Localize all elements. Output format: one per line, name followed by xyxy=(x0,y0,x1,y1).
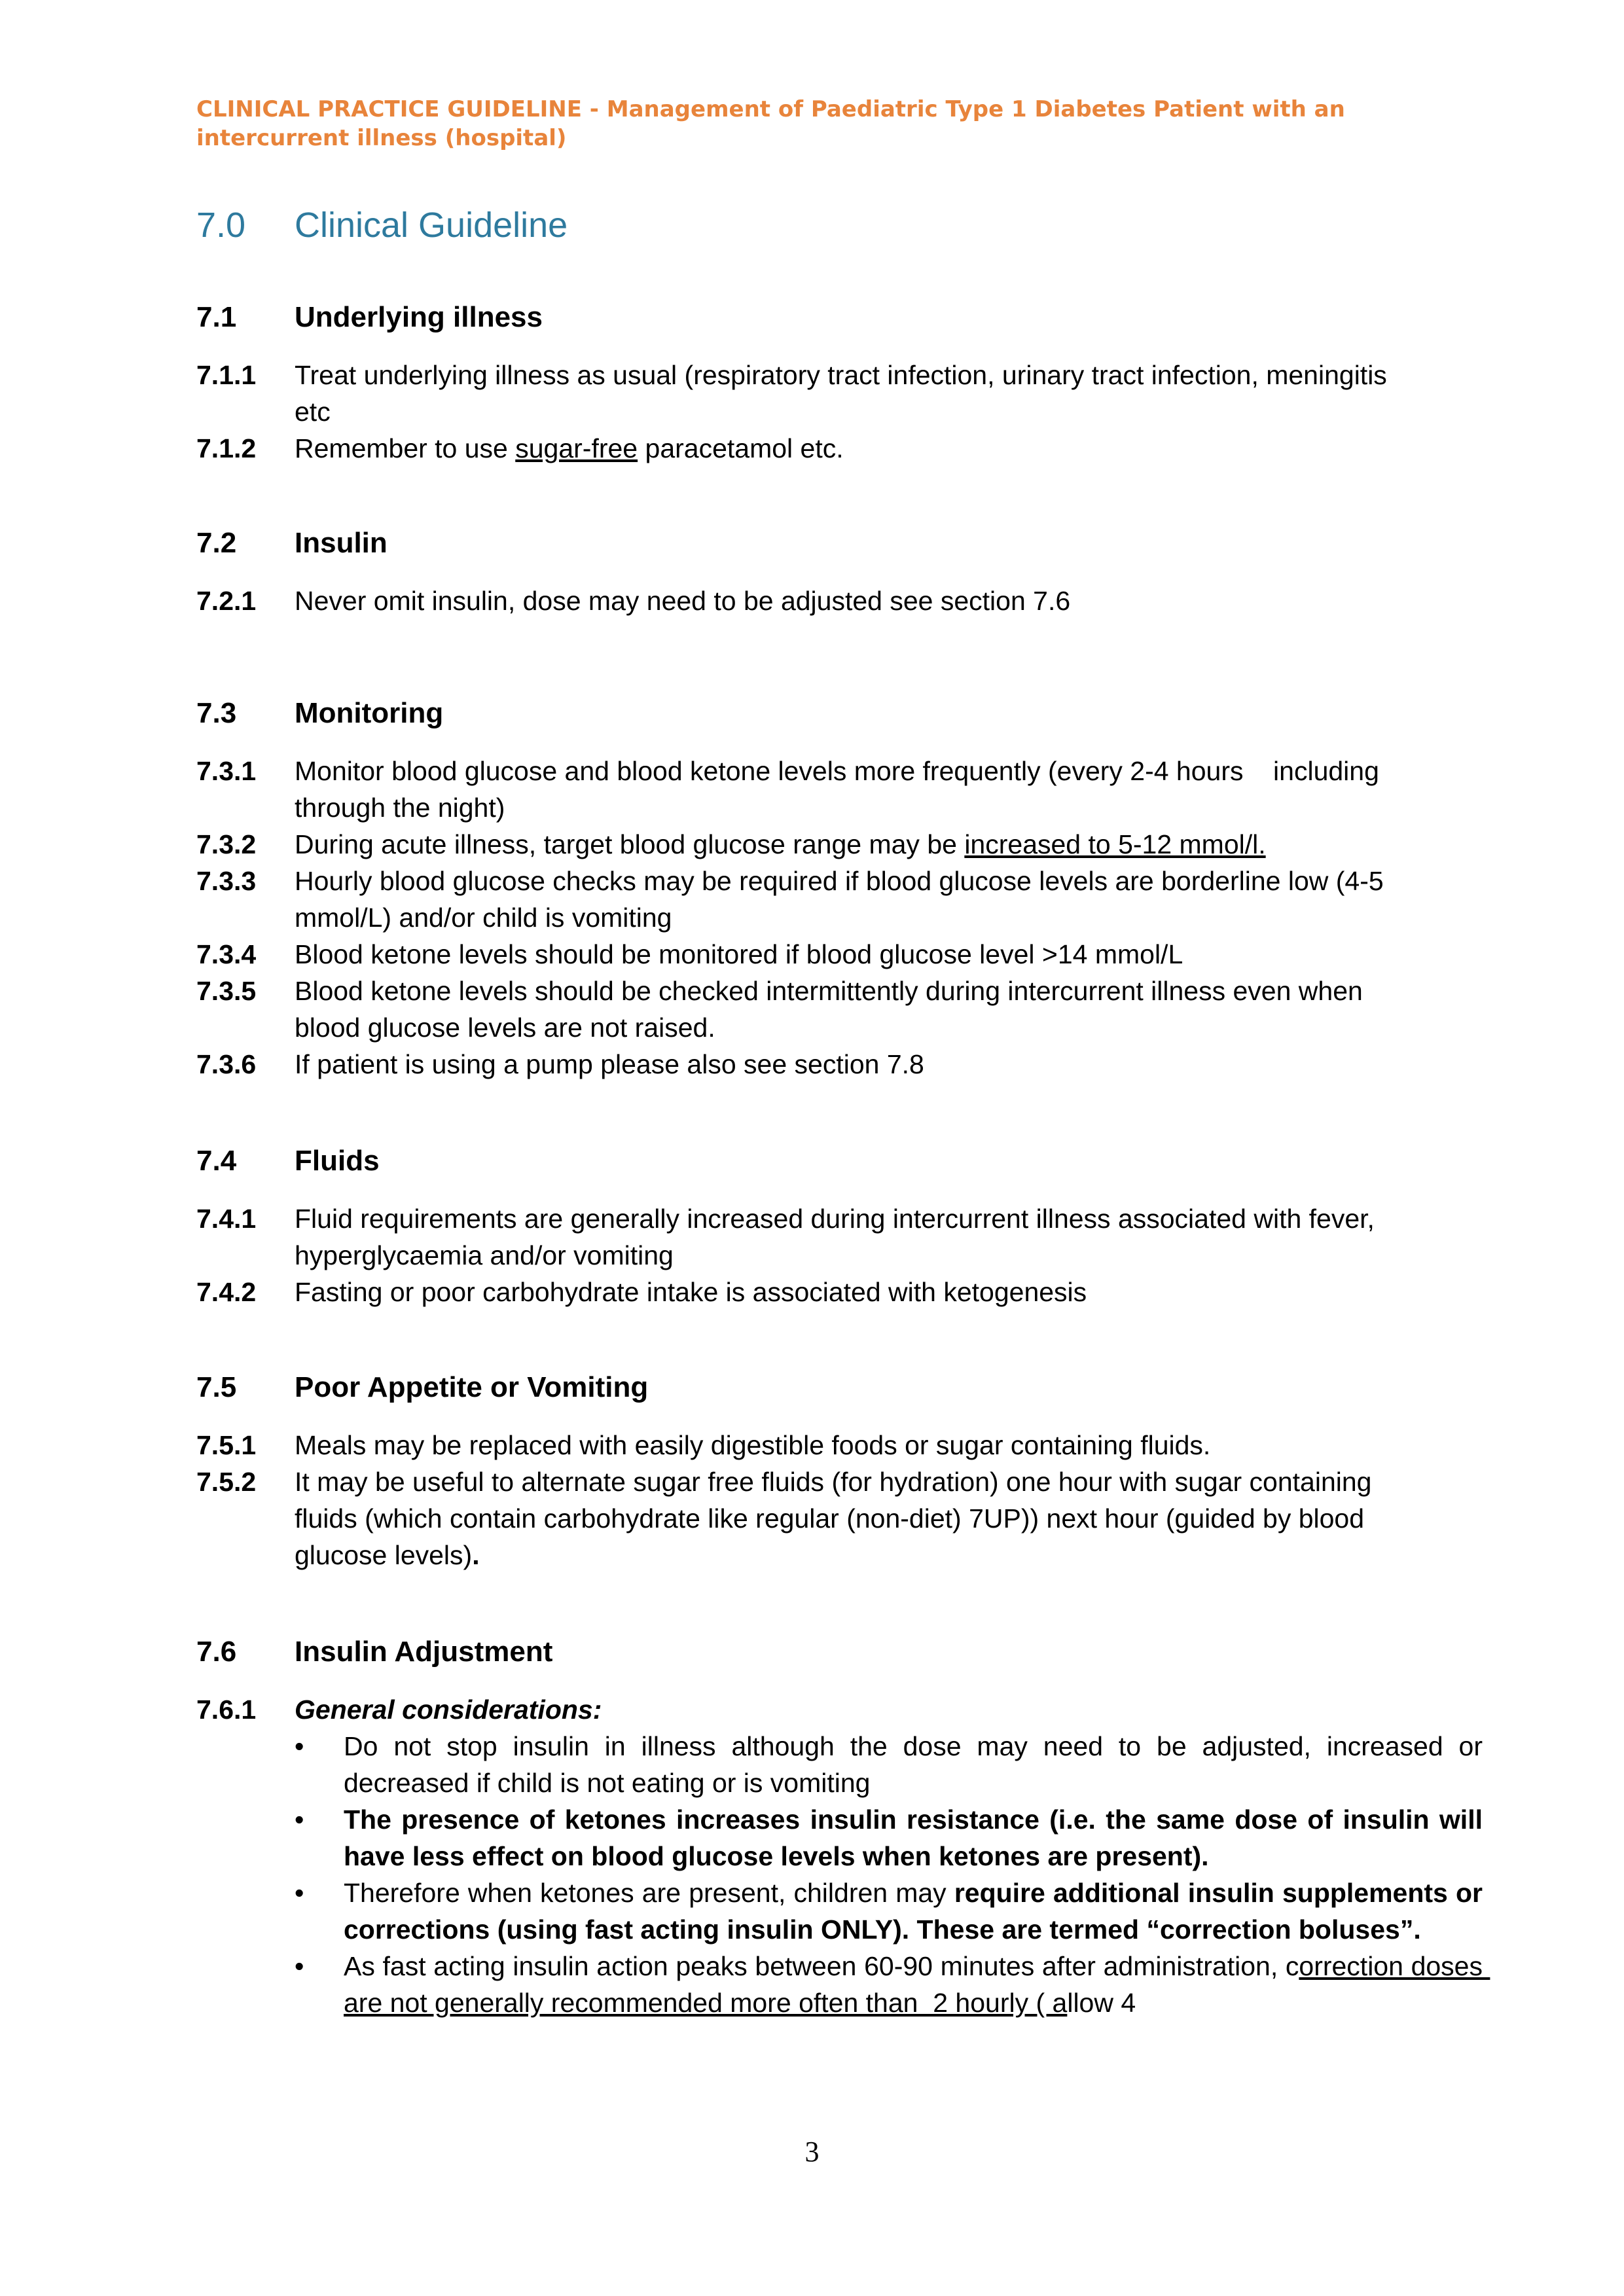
bullet-text: The presence of ketones increases insulin resistance (i.e. the same dose of insulin will have less effect on blood glucose levels when ketones are present). xyxy=(344,1804,1483,1871)
bullet-list xyxy=(196,1728,1492,2021)
section-7-3-items xyxy=(196,753,1427,1083)
document-header xyxy=(196,95,1440,152)
item-text: It may be useful to alternate sugar free fluids (for hydration) one hour with sugar containing fluids (which contain carbohydrate like regular (non-diet) 7UP)) next hour (guided by blood glucose levels) xyxy=(295,1467,1372,1570)
list-item xyxy=(196,936,1427,973)
list-item xyxy=(196,863,1427,936)
bullet-text-underlined: orrection doses are not generally recommended more often than 2 hourly ( a xyxy=(344,1951,1490,2018)
bullet-glyph: • xyxy=(295,1878,304,1908)
list-item xyxy=(196,1691,1427,1728)
item-number: 7.3.5 xyxy=(196,976,257,1006)
item-text: If patient is using a pump please also see section 7.8 xyxy=(295,1049,924,1079)
list-item xyxy=(196,430,1427,467)
header-line-1: CLINICAL PRACTICE GUIDELINE - Management of Paediatric Type 1 Diabetes Patient with an xyxy=(196,96,1345,122)
item-number: 7.5.1 xyxy=(196,1430,257,1460)
list-item xyxy=(196,973,1427,1046)
item-text-pre: Remember to use xyxy=(295,433,516,463)
item-text: Monitor blood glucose and blood ketone levels more frequently (every 2-4 hours including through the night) xyxy=(295,756,1387,823)
item-text: Never omit insulin, dose may need to be adjusted see section 7.6 xyxy=(295,586,1071,616)
list-item xyxy=(196,1463,1427,1573)
item-text-underlined: increased to 5-12 mmol/l. xyxy=(964,829,1266,859)
item-text-underlined: sugar-free xyxy=(515,433,638,463)
section-number: 7.0 xyxy=(196,206,246,245)
bullet-item xyxy=(295,1874,1483,1948)
item-number: 7.3.3 xyxy=(196,866,257,896)
bullet-glyph: • xyxy=(295,1951,304,1981)
list-item xyxy=(196,357,1427,430)
list-item xyxy=(196,1046,1427,1083)
item-text: Meals may be replaced with easily digestible foods or sugar containing fluids. xyxy=(295,1430,1211,1460)
item-text: Blood ketone levels should be checked intermittently during intercurrent illness even when blood glucose levels are not raised. xyxy=(295,976,1363,1043)
bullet-text: Do not stop insulin in illness although the dose may need to be adjusted, increased or decreased if child is not eating or is vomiting xyxy=(344,1731,1483,1798)
bullet-glyph: • xyxy=(295,1804,304,1835)
page-number: 3 xyxy=(804,2136,820,2168)
item-number: 7.6.1 xyxy=(196,1695,257,1725)
item-number: 7.2.1 xyxy=(196,586,257,616)
item-text-pre: During acute illness, target blood glucose range may be xyxy=(295,829,965,859)
section-title: Underlying illness xyxy=(295,301,543,333)
section-heading-7-1 xyxy=(196,299,1427,336)
bullet-text-pre: As fast acting insulin action peaks between 60-90 minutes after administration, c xyxy=(344,1951,1299,1981)
section-title: Poor Appetite or Vomiting xyxy=(295,1371,649,1403)
section-7-5-items xyxy=(196,1427,1427,1573)
bullet-item xyxy=(295,1728,1483,1801)
section-number: 7.5 xyxy=(196,1371,237,1403)
bullet-item xyxy=(295,1801,1483,1874)
item-number: 7.3.2 xyxy=(196,829,257,859)
item-text: Fluid requirements are generally increased during intercurrent illness associated with fever, hyperglycaemia and/or vomiting xyxy=(295,1204,1375,1270)
bullet-text-post: llow 4 xyxy=(1067,1988,1136,2018)
item-text: General considerations: xyxy=(295,1695,602,1725)
list-item xyxy=(196,1200,1427,1274)
item-text: Fasting or poor carbohydrate intake is associated with ketogenesis xyxy=(295,1277,1087,1307)
item-number: 7.3.4 xyxy=(196,939,257,969)
item-number: 7.1.2 xyxy=(196,433,257,463)
section-number: 7.6 xyxy=(196,1636,237,1668)
bullet-glyph: • xyxy=(295,1731,304,1761)
bullet-item xyxy=(295,1948,1490,2021)
list-item xyxy=(196,1274,1427,1310)
section-title: Insulin xyxy=(295,527,388,559)
item-text-post: paracetamol etc. xyxy=(638,433,844,463)
item-number: 7.3.1 xyxy=(196,756,257,786)
section-heading-7-2 xyxy=(196,525,1427,562)
item-text-end: . xyxy=(472,1540,480,1570)
section-7-1-items xyxy=(196,357,1427,467)
section-title: Clinical Guideline xyxy=(295,206,568,245)
list-item xyxy=(196,583,1427,619)
item-number: 7.4.1 xyxy=(196,1204,257,1234)
list-item xyxy=(196,1427,1427,1463)
section-7-6-items xyxy=(196,1691,1490,2021)
section-heading-7-3 xyxy=(196,695,1427,732)
section-heading-7-6 xyxy=(196,1634,1427,1670)
list-item xyxy=(196,826,1427,863)
section-7-4-items xyxy=(196,1200,1427,1310)
section-title: Monitoring xyxy=(295,697,444,729)
section-title: Insulin Adjustment xyxy=(295,1636,553,1668)
section-number: 7.3 xyxy=(196,697,237,729)
item-number: 7.1.1 xyxy=(196,360,257,390)
item-text: Blood ketone levels should be monitored if blood glucose level >14 mmol/L xyxy=(295,939,1183,969)
bullet-text-bold: require additional insulin supplements or corrections (using fast acting insulin ONLY). These are termed “correction boluses”. xyxy=(344,1878,1483,1945)
item-number: 7.5.2 xyxy=(196,1467,257,1497)
header-line-2: intercurrent illness (hospital) xyxy=(196,125,567,151)
list-item xyxy=(196,753,1427,826)
section-number: 7.2 xyxy=(196,527,237,559)
section-heading-7-4 xyxy=(196,1143,1427,1179)
section-7-2-items xyxy=(196,583,1427,619)
item-number: 7.3.6 xyxy=(196,1049,257,1079)
item-text: Treat underlying illness as usual (respiratory tract infection, urinary tract infection, meningitis etc xyxy=(295,360,1387,427)
item-text: Hourly blood glucose checks may be required if blood glucose levels are borderline low (4-5 mmol/L) and/or child is vomiting xyxy=(295,866,1384,933)
bullet-text-pre: Therefore when ketones are present, children may xyxy=(344,1878,954,1908)
section-number: 7.4 xyxy=(196,1145,237,1177)
section-number: 7.1 xyxy=(196,301,237,333)
section-heading-7-0 xyxy=(196,204,1427,246)
section-heading-7-5 xyxy=(196,1369,1427,1406)
item-number: 7.4.2 xyxy=(196,1277,257,1307)
section-title: Fluids xyxy=(295,1145,380,1177)
